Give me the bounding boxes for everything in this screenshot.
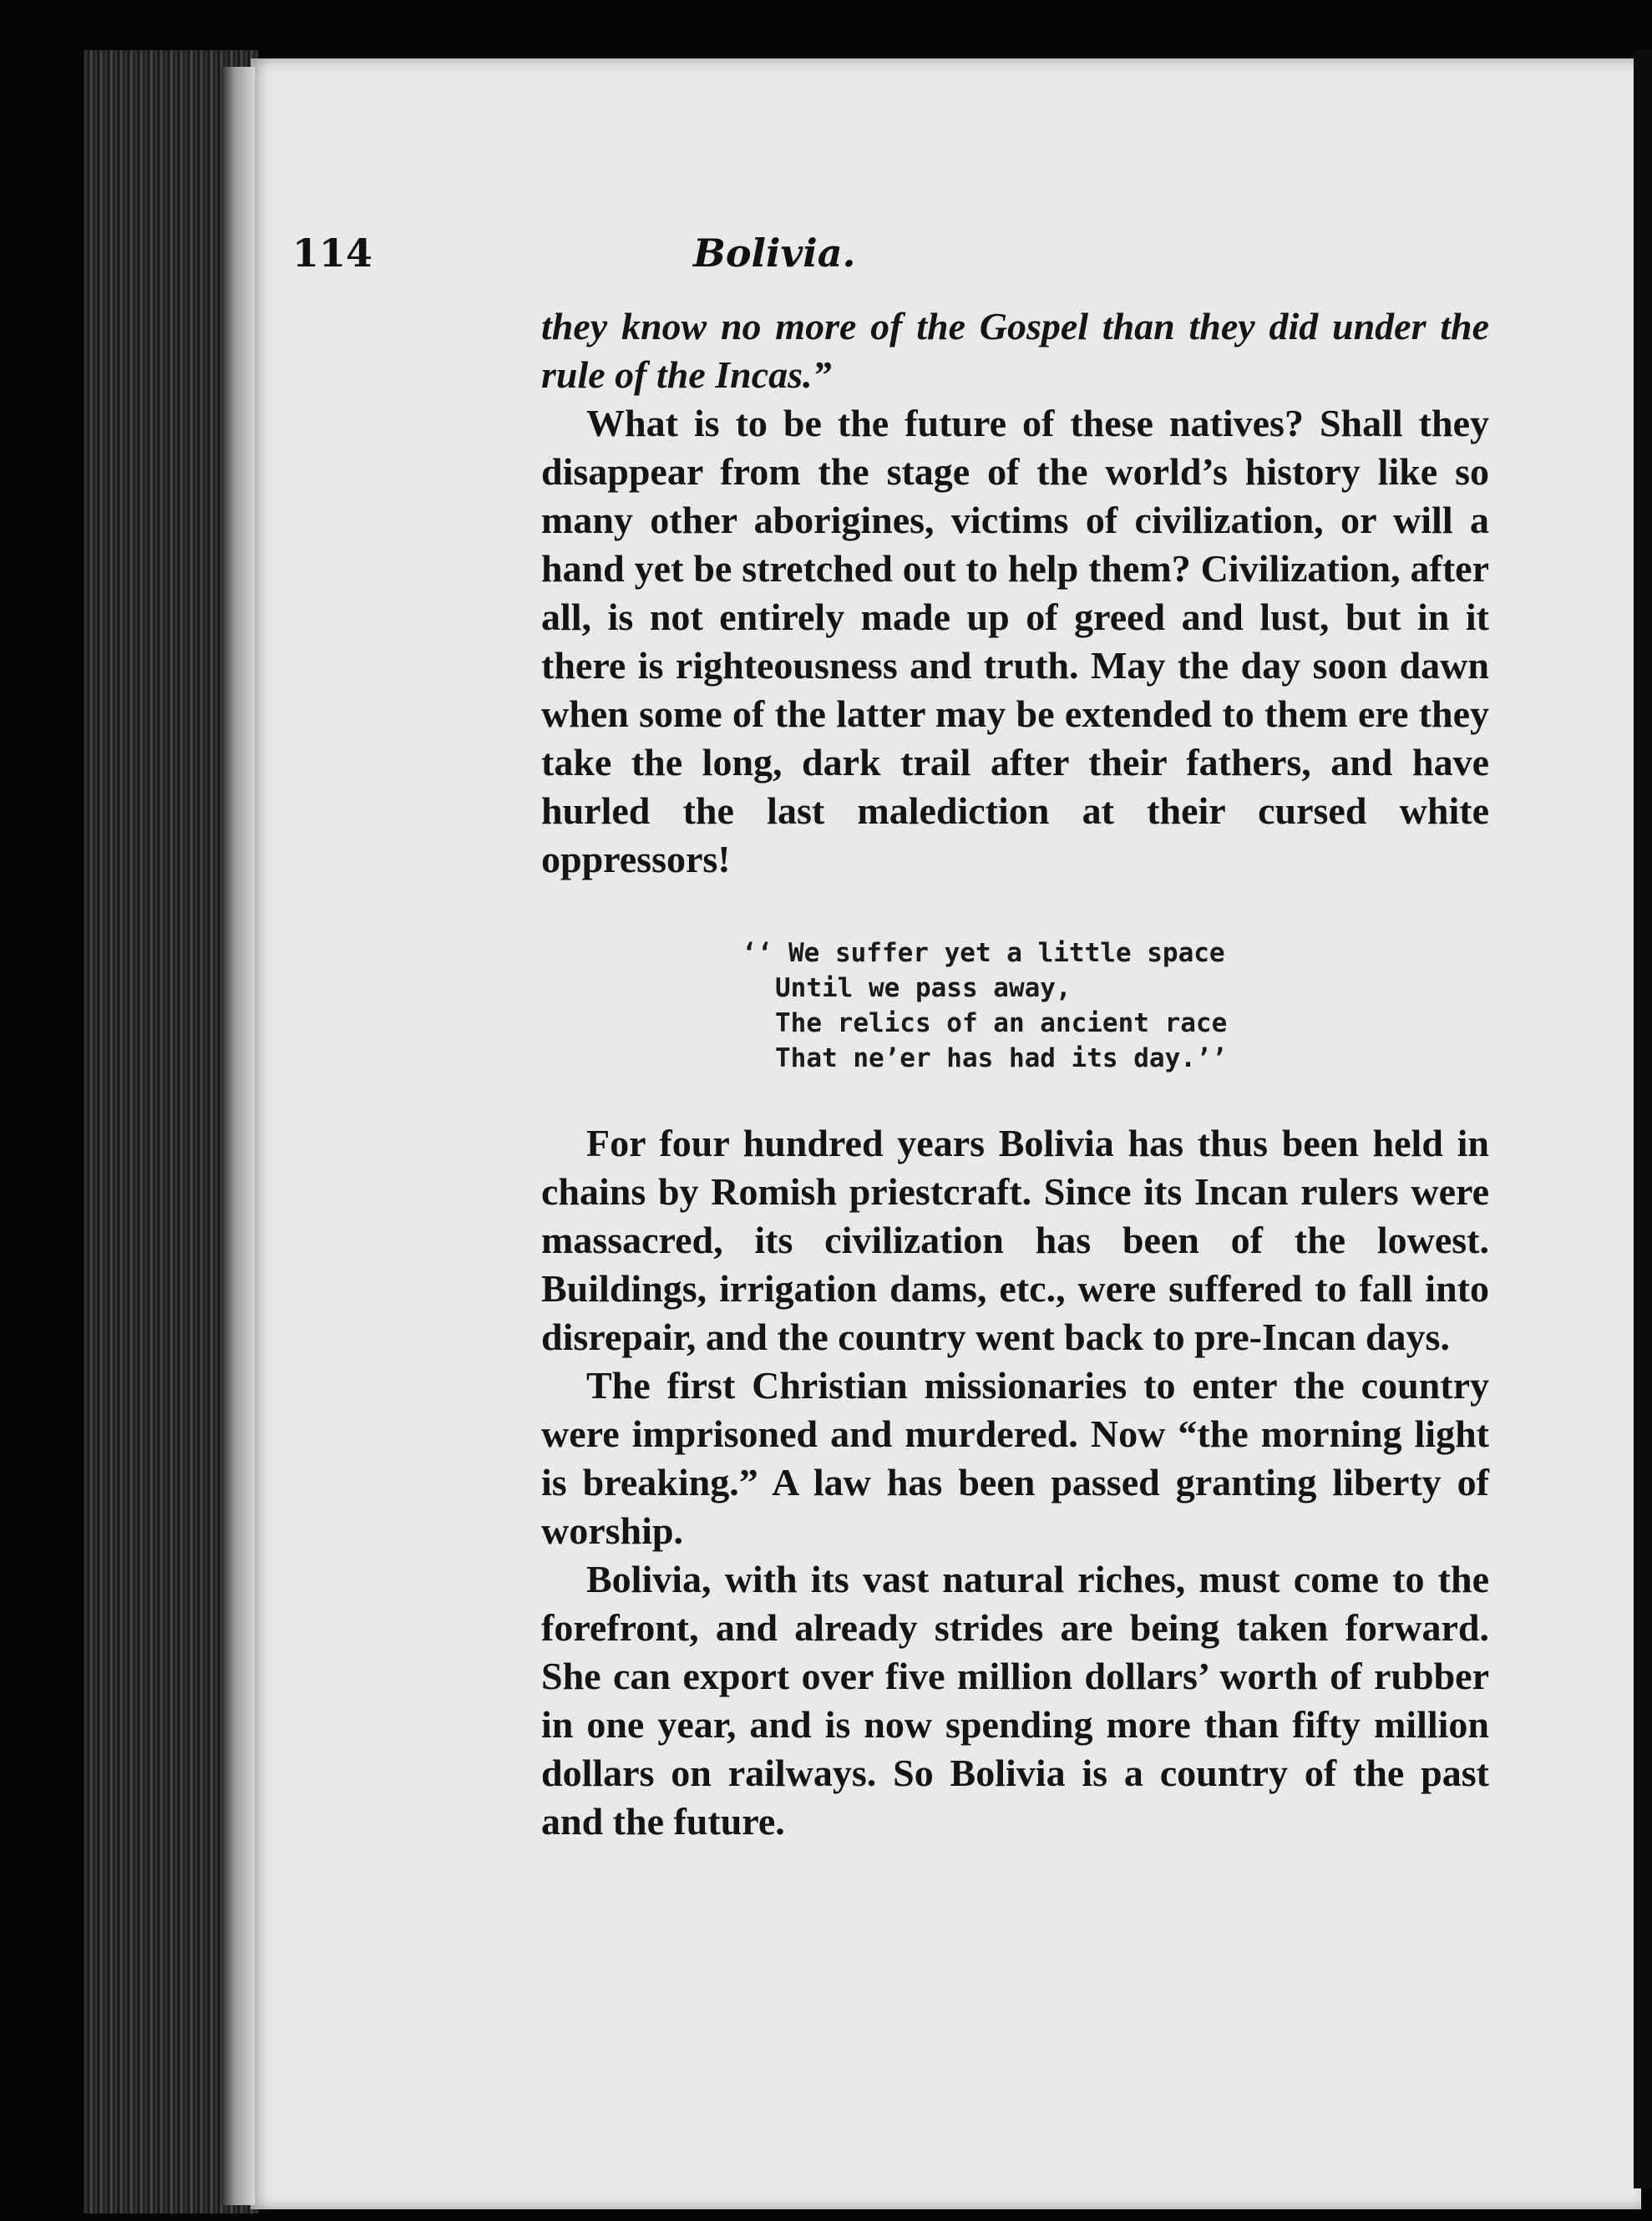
right-scan-border bbox=[1634, 50, 1652, 2188]
page-body-text bbox=[541, 302, 1489, 1846]
page-header bbox=[292, 167, 1094, 276]
page-number: 114 bbox=[292, 231, 373, 276]
paragraph-natural-riches: Bolivia, with its vast natural riches, must come to the forefront, and already strides are being taken forward. She can export over five million dollars’ worth of rubber in one year, and is now spending more than fifty million dollars on railways. So Bolivia is a country of the past and the future. bbox=[541, 1558, 1489, 1843]
poem-line-2: Until we pass away, bbox=[775, 973, 1072, 1003]
poem-line-1: ‘‘ We suffer yet a little space bbox=[742, 938, 1225, 968]
poem-line-3: The relics of an ancient race bbox=[775, 1008, 1228, 1038]
running-title: Bolivia. bbox=[693, 231, 856, 276]
poem-line-4: That ne’er has had its day.’’ bbox=[775, 1043, 1228, 1073]
paragraph-continued: they know no more of the Gospel than they did under the rule of the Incas.” bbox=[541, 305, 1489, 396]
poem-quote bbox=[742, 936, 1489, 1076]
paragraph-four-hundred-years: For four hundred years Bolivia has thus been held in chains by Romish priestcraft. Since its Incan rulers were massacred, its civilization has been of the lowest. Buildings, irrigation dams, etc., were suffered to fall into disrepair, and the country went back to pre-Incan days. bbox=[541, 1122, 1489, 1358]
page-binding-shadow bbox=[221, 67, 255, 2205]
paragraph-future-of-natives: What is to be the future of these natives? Shall they disappear from the stage of the world’s history like so many other aborigines, victims of civilization, or will a hand yet be stretched out to help them? Civilization, after all, is not entirely made up of greed and lust, but in it there is righteousness and truth. May the day soon dawn when some of the latter may be extended to them ere they take the long, dark trail after their fathers, and have hurled the last malediction at their cursed white oppressors! bbox=[541, 402, 1489, 880]
paragraph-first-missionaries: The first Christian missionaries to enter the country were imprisoned and murdered. Now “the morning light is breaking.” A law has been passed granting liberty of worship. bbox=[541, 1364, 1489, 1552]
